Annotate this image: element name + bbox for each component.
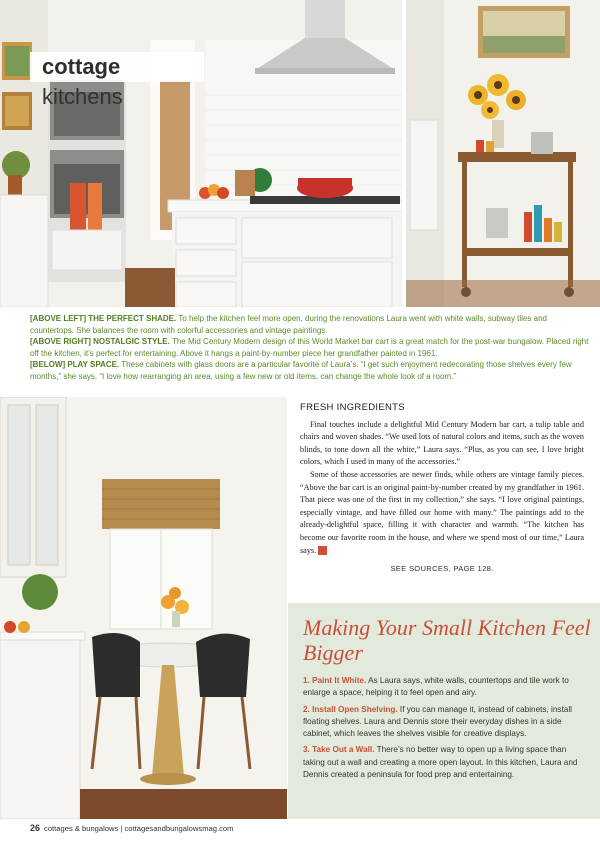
section-header: [30, 52, 204, 109]
tip-item: [303, 744, 588, 781]
article-paragraph: Final touches include a delightful Mid Century Modern bar cart, a tulip table and chairs and woven shades. “We used lots of natural colors and items, such as the woven blinds, to tone down all the white,” Laura says. “Plus, as you can see, I love bright colors, which I used in many of the accessories.”: [300, 419, 584, 467]
header-brand-rest: kitchens: [42, 84, 123, 109]
article-paragraph: [300, 469, 584, 557]
dining-nook-illustration: [0, 397, 287, 819]
tips-sidebar: [288, 603, 600, 819]
tip-title: Paint It White.: [312, 676, 367, 685]
photo-captions: [30, 313, 590, 383]
caption-lead: [BELOW] PLAY SPACE.: [30, 360, 120, 370]
tip-text: As Laura says, white walls, countertops and tile work to enlarge a space, helping it to feel open and airy.: [303, 676, 569, 698]
caption-text: The Mid Century Modern design of this World Market bar cart is a great match for the post-war bungalow. Placed right off the kitchen, it’s perfect for entertaining. Above it hangs a paint-by-number piece her grandfather painted in 1961.: [30, 337, 589, 358]
tip-text: There’s no better way to open up a living space than taking out a wall and creating a more open layout. In this kitchen, Laura and Dennis created a peninsula for food prep and entertaining.: [303, 745, 578, 780]
tip-item: [303, 675, 588, 700]
caption-above-right: [30, 336, 590, 359]
tip-number: 3.: [303, 745, 310, 755]
end-mark-icon: ▣: [318, 546, 327, 555]
header-brand-bold: cottage: [42, 54, 121, 79]
article-paragraph-text: Some of those accessories are newer finds, while others are vintage family pieces. “Above the bar cart is an original paint-by-number created by my grandfather in 1961. That piece was one of the first in my collection,” she says. “I love original paintings, especially vintage, and have filled our home with many.” The paintings add to the already-delightful space, filling it with character and warmth. “The kitchen has become our favorite room in the house, and where we spend most of our time,” Laura says.: [300, 469, 584, 555]
caption-text: These cabinets with glass doors are a particular favorite of Laura’s. “I get such enjoyment redecorating those shelves every few months,” she says. “I love how rearranging an area, using a few new or old items, can change the whole look of a room.”: [30, 360, 572, 381]
page-number: 26: [30, 823, 41, 833]
photo-dining-nook: [0, 397, 287, 819]
tip-number: 1.: [303, 676, 310, 685]
photo-bar-cart: [406, 0, 600, 307]
photo-kitchen-range: [0, 0, 402, 307]
page-footer: [30, 823, 233, 833]
article-body: [300, 402, 584, 576]
tip-text: If you can manage it, instead of cabinets, install floating shelves. Laura and Dennis store their everyday dishes in a side cabinet, which leaves the shelves visible for creative displays.: [303, 704, 572, 739]
footer-text: cottages & bungalows | cottagesandbungalowsmag.com: [44, 824, 234, 833]
caption-above-left: [30, 313, 590, 336]
tips-list: [303, 675, 588, 785]
article-heading: FRESH INGREDIENTS: [300, 402, 405, 413]
caption-text: To help the kitchen feel more open, during the renovations Laura went with white walls, subway tiles and countertops. She balances the room with colorful accessories and vintage paintings.: [30, 314, 547, 335]
caption-lead: [ABOVE LEFT] THE PERFECT SHADE.: [30, 314, 177, 323]
kitchen-illustration: [0, 0, 402, 307]
tip-title: Take Out a Wall.: [312, 745, 375, 755]
tip-number: 2.: [303, 704, 310, 714]
bar-cart-illustration: [406, 0, 600, 307]
caption-lead: [ABOVE RIGHT] NOSTALGIC STYLE.: [30, 337, 170, 347]
sources-note: SEE SOURCES, PAGE 128.: [390, 564, 494, 574]
tip-item: [303, 704, 588, 741]
tip-title: Install Open Shelving.: [312, 704, 398, 714]
sidebar-title: Making Your Small Kitchen Feel Bigger: [303, 615, 591, 665]
caption-below: [30, 359, 590, 382]
